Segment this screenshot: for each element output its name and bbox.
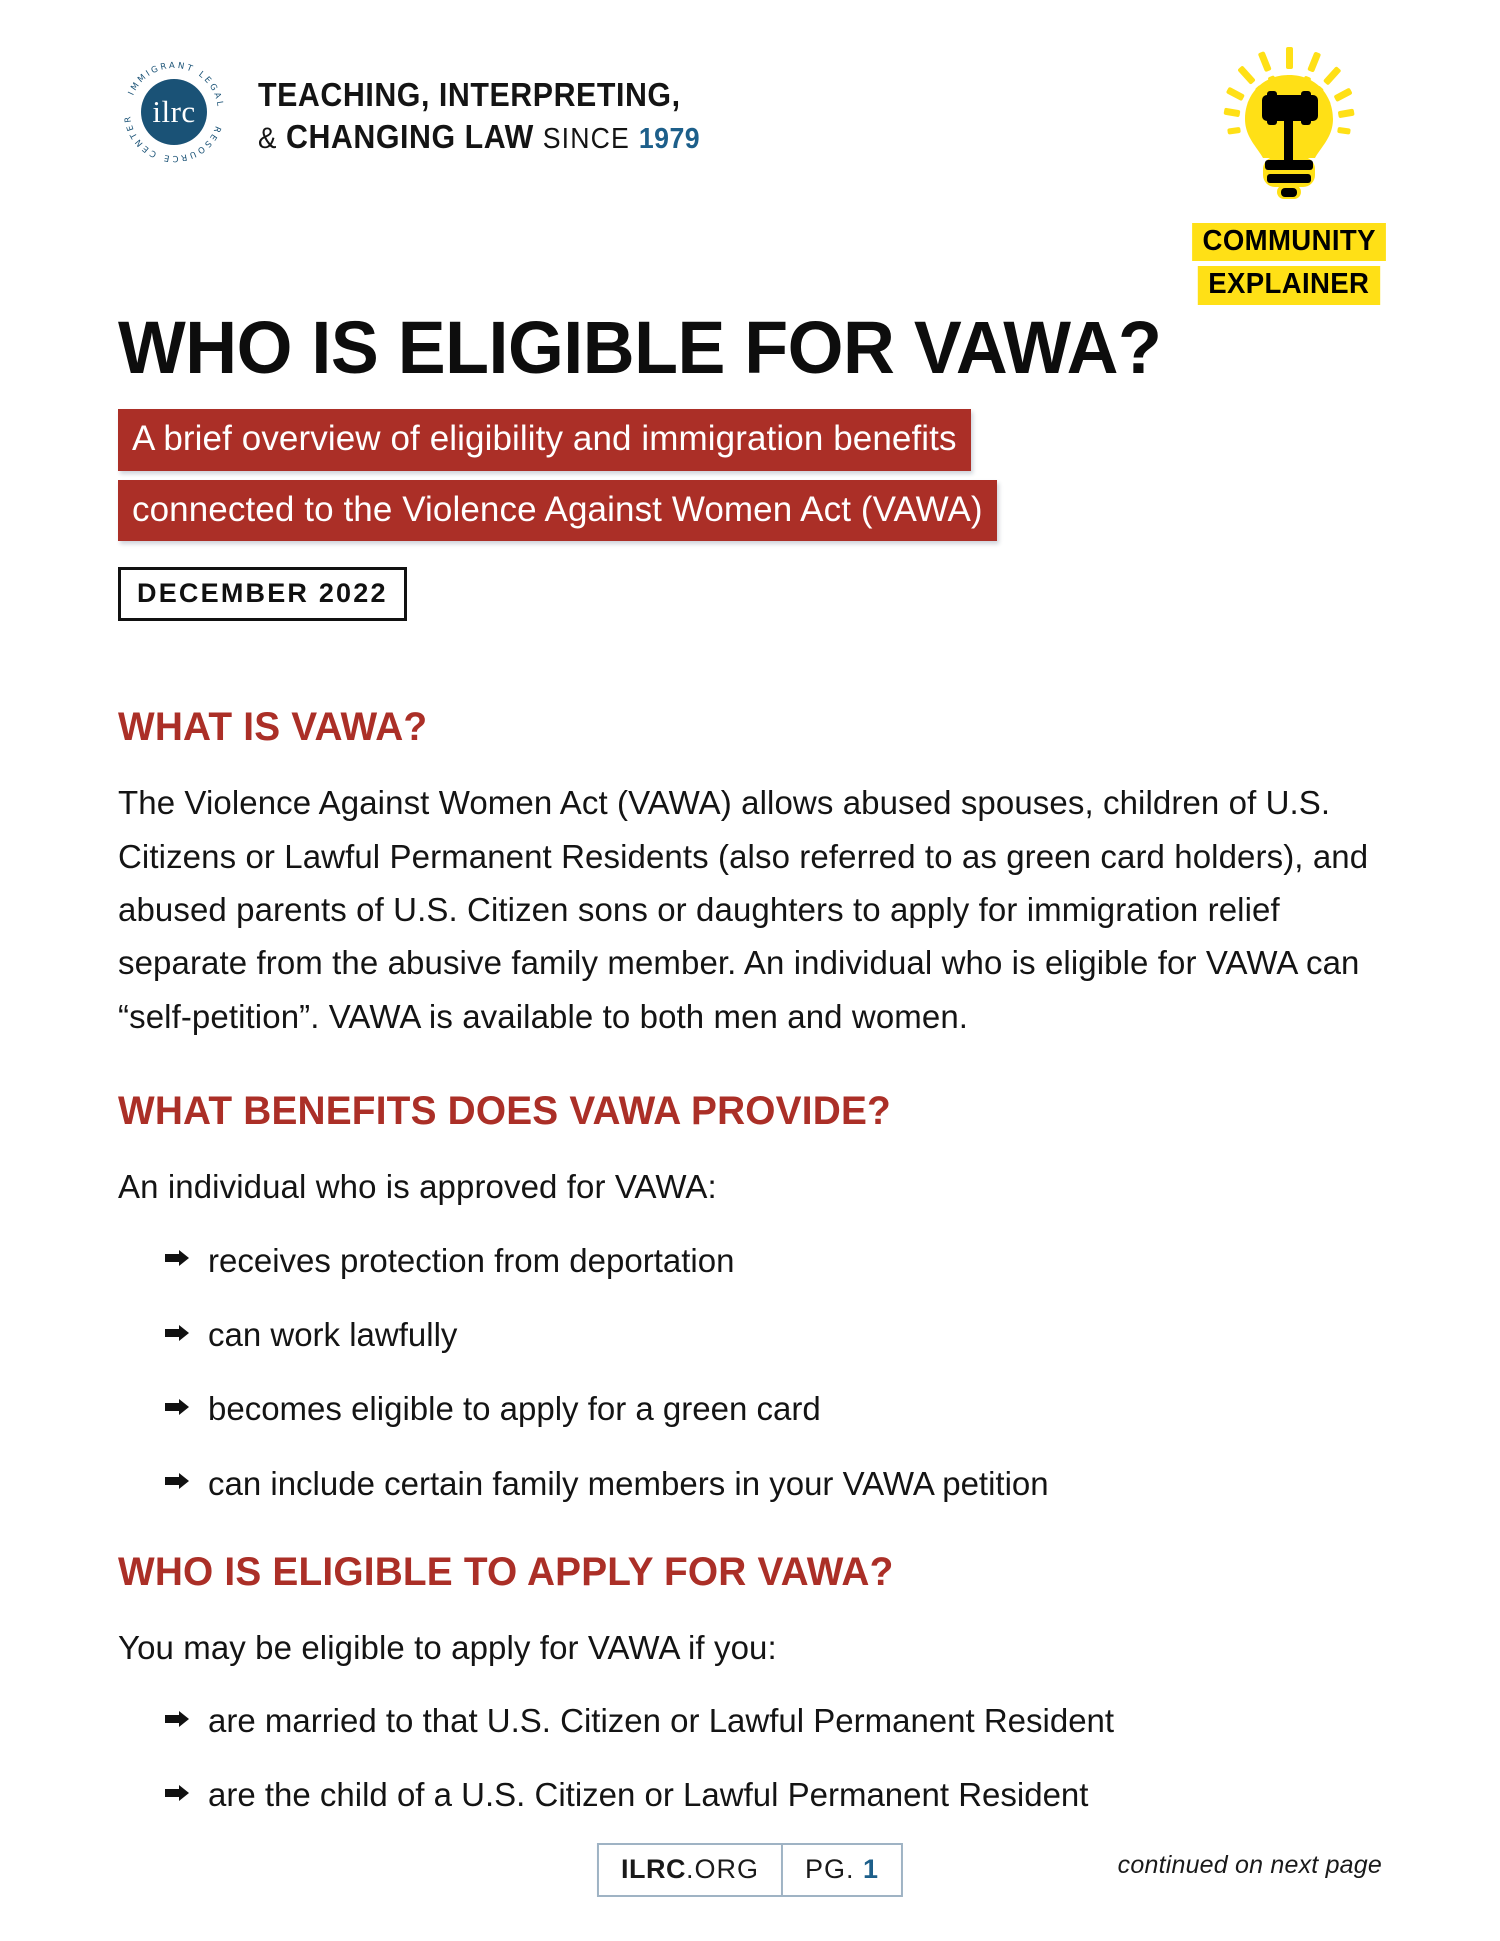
list-item-label: can include certain family members in your VAWA petition bbox=[208, 1464, 1049, 1502]
tagline-line-1: TEACHING, INTERPRETING, bbox=[258, 76, 681, 113]
tagline-year: 1979 bbox=[638, 123, 701, 156]
continued-note: continued on next page bbox=[1117, 1851, 1382, 1879]
list-item-label: can work lawfully bbox=[208, 1316, 458, 1354]
arrow-bullet-icon bbox=[164, 1314, 190, 1349]
lightbulb-gavel-icon bbox=[1174, 42, 1404, 227]
brand-lockup bbox=[118, 56, 738, 168]
list-item bbox=[164, 1388, 1382, 1429]
list-item-label: receives protection from deportation bbox=[208, 1241, 735, 1279]
arrow-bullet-icon bbox=[164, 1463, 190, 1498]
tagline-line-2 bbox=[258, 116, 700, 158]
footer-site-name: ILRC bbox=[620, 1854, 686, 1884]
list-item bbox=[164, 1700, 1382, 1741]
section-heading: WHAT BENEFITS DOES VAWA PROVIDE? bbox=[118, 1089, 891, 1134]
section-who-is-eligible bbox=[118, 1550, 1382, 1816]
section-what-benefits bbox=[118, 1089, 1382, 1503]
date-badge: DECEMBER 2022 bbox=[118, 567, 407, 621]
tagline-ampersand: & bbox=[258, 122, 277, 156]
tagline-changing-law: CHANGING LAW bbox=[285, 118, 534, 156]
page-header bbox=[0, 38, 1500, 301]
section-heading: WHO IS ELIGIBLE TO APPLY FOR VAWA? bbox=[118, 1549, 894, 1594]
section-what-is-vawa bbox=[118, 705, 1382, 1043]
footer-page bbox=[781, 1845, 901, 1895]
footer-site-tld: .ORG bbox=[685, 1854, 759, 1884]
ilrc-logo-icon bbox=[118, 56, 230, 168]
community-explainer-badge bbox=[1174, 42, 1404, 305]
footer-badge bbox=[597, 1843, 903, 1897]
page-footer bbox=[0, 1843, 1500, 1903]
subtitle-bar-2: connected to the Violence Against Women Act (VAWA) bbox=[118, 480, 997, 541]
subtitle-bar-1: A brief overview of eligibility and immigration benefits bbox=[118, 409, 971, 470]
tagline-since: SINCE bbox=[542, 123, 630, 156]
svg-text:RESOURCE CENTER: RESOURCE CENTER bbox=[122, 113, 223, 164]
arrow-bullet-icon bbox=[164, 1240, 190, 1275]
section-paragraph: You may be eligible to apply for VAWA if you: bbox=[118, 1628, 777, 1666]
benefits-list bbox=[118, 1240, 1382, 1504]
page-title: WHO IS ELIGIBLE FOR VAWA? bbox=[118, 306, 1162, 389]
list-item-label: becomes eligible to apply for a green card bbox=[208, 1390, 821, 1428]
eligibility-list bbox=[118, 1700, 1382, 1816]
list-item bbox=[164, 1240, 1382, 1281]
arrow-bullet-icon bbox=[164, 1700, 190, 1735]
document-body bbox=[118, 306, 1382, 1849]
footer-page-number: 1 bbox=[863, 1854, 880, 1884]
list-item-label: are the child of a U.S. Citizen or Lawful Permanent Resident bbox=[208, 1776, 1089, 1814]
list-item bbox=[164, 1314, 1382, 1355]
footer-site[interactable] bbox=[599, 1845, 781, 1895]
arrow-bullet-icon bbox=[164, 1774, 190, 1809]
list-item-label: are married to that U.S. Citizen or Lawful Permanent Resident bbox=[208, 1702, 1115, 1740]
list-item bbox=[164, 1463, 1382, 1504]
footer-page-label: PG. bbox=[804, 1854, 855, 1884]
subtitle-bars bbox=[118, 409, 1382, 541]
svg-text:ilrc: ilrc bbox=[152, 94, 196, 129]
section-paragraph: The Violence Against Women Act (VAWA) allows abused spouses, children of U.S. Citizens or Lawful Permanent Residents (also referred to as green card holders), and abused parents of U.S. Citizen sons or daughters to apply for immigration relief separate from the abusive family member. An individual who is eligible for VAWA can “self-petition”. VAWA is available to both men and women. bbox=[118, 784, 1369, 1035]
arrow-bullet-icon bbox=[164, 1388, 190, 1423]
explainer-labels bbox=[1174, 223, 1404, 305]
svg-text:IMMIGRANT LEGAL: IMMIGRANT LEGAL bbox=[126, 60, 225, 110]
section-heading: WHAT IS VAWA? bbox=[118, 705, 428, 750]
explainer-label-explainer: EXPLAINER bbox=[1198, 266, 1380, 304]
brand-tagline bbox=[258, 56, 738, 159]
section-paragraph: An individual who is approved for VAWA: bbox=[118, 1168, 717, 1206]
explainer-label-community: COMMUNITY bbox=[1192, 223, 1386, 261]
list-item bbox=[164, 1774, 1382, 1815]
